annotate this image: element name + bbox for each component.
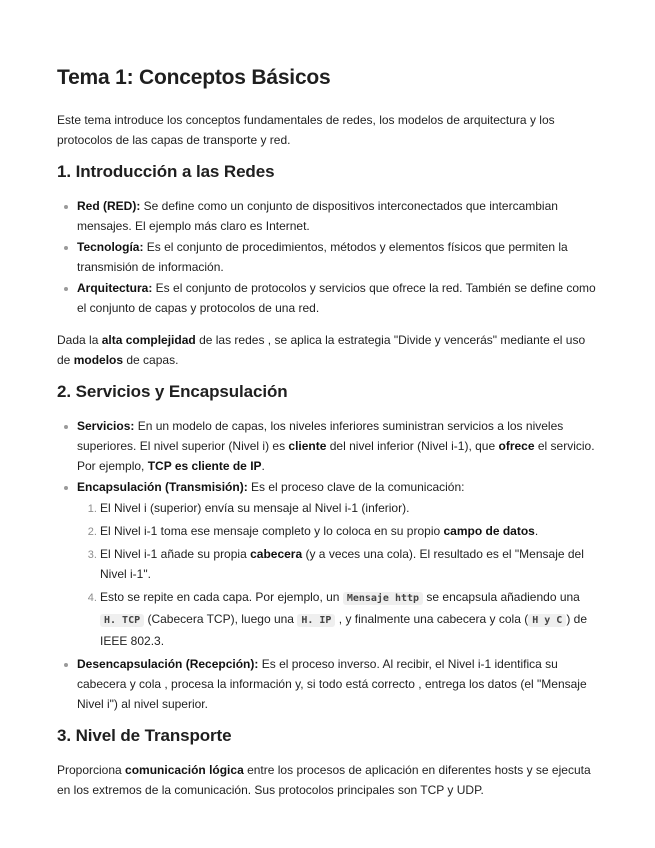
section1-heading: 1. Introducción a las Redes [57,162,275,181]
list-item-desencapsulacion: Desencapsulación (Recepción): Es el proceso inverso. Al recibir, el Nivel i-1 identifica su cabecera y cola , procesa la información y, si todo está correcto , entrega los datos (el "Mensaje Nivel i") al nivel superior. [77,654,599,714]
code-mensaje-http: Mensaje http [343,592,423,605]
section3-paragraph: Proporciona comunicación lógica entre los procesos de aplicación en diferentes hosts y se ejecuta en los extremos de la comunicación. Sus protocolos principales son TCP y UDP. [57,763,591,797]
intro-paragraph: Este tema introduce los conceptos fundamentales de redes, los modelos de arquitectura y los protocolos de las capas de transporte y red. [57,113,555,147]
step-1: 1. El Nivel i (superior) envía su mensaje al Nivel i-1 (inferior). [100,498,599,518]
step-3: 3. El Nivel i-1 añade su propia cabecera (y a veces una cola). El resultado es el "Mensaje del Nivel i-1". [100,544,599,584]
section1-list [57,196,599,318]
step-2: 2. El Nivel i-1 toma ese mensaje completo y lo coloca en su propio campo de datos. [100,521,599,541]
section1-paragraph: Dada la alta complejidad de las redes , se aplica la estrategia "Divide y vencerás" mediante el uso de modelos de capas. [57,333,586,367]
list-item: Arquitectura: Es el conjunto de protocolos y servicios que ofrece la red. También se define como el conjunto de capas y protocolos de una red. [77,278,599,318]
code-h-y-c: H y C [528,614,566,627]
term-arquitectura: Arquitectura: [77,281,153,295]
list-item-servicios: Servicios: En un modelo de capas, los niveles inferiores suministran servicios a los niveles superiores. El nivel superior (Nivel i) es cliente del nivel inferior (Nivel i-1), que ofrece el servicio. Por ejemplo, TCP es cliente de IP. [77,416,599,476]
term-red: Red (RED): [77,199,141,213]
list-item-encapsulacion: Encapsulación (Transmisión): Es el proceso clave de la comunicación: 1. El Nivel i (superior) envía su mensaje al Nivel i-1 (inferior). 2. El Nivel i-1 toma ese mensaje completo y lo coloca en su propio campo de datos. 3. El Nivel i-1 añade su propia cabecera (y a veces una cola). El resultado es el "Mensaje del Nivel i-1". 4. Esto se repite en cada capa. Por ejemplo, un Mensaje http se encapsula añadiendo una H. TCP (Cabecera TCP), luego una H. IP , y finalmente una cabecera y cola ( H y C ) de IEEE 802.3. [77,477,599,651]
section3-heading: 3. Nivel de Transporte [57,726,232,745]
encapsulation-steps [77,498,599,651]
list-item: Red (RED): Se define como un conjunto de dispositivos interconectados que intercambian mensajes. El ejemplo más claro es Internet. [77,196,599,236]
code-h-ip: H. IP [297,614,335,627]
section2-list [57,416,599,714]
page-title: Tema 1: Conceptos Básicos [57,66,331,89]
section2-heading: 2. Servicios y Encapsulación [57,382,288,401]
term-tecnologia: Tecnología: [77,240,144,254]
code-h-tcp: H. TCP [100,614,144,627]
list-item: Tecnología: Es el conjunto de procedimientos, métodos y elementos físicos que permiten la transmisión de información. [77,237,599,277]
step-4: 4. Esto se repite en cada capa. Por ejemplo, un Mensaje http se encapsula añadiendo una H. TCP (Cabecera TCP), luego una H. IP , y finalmente una cabecera y cola ( H y C ) de IEEE 802.3. [100,587,599,651]
